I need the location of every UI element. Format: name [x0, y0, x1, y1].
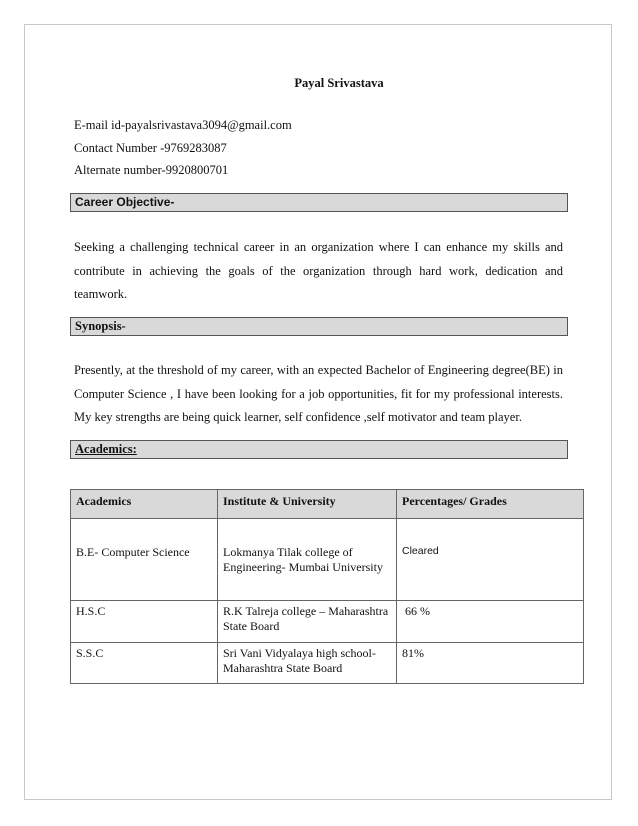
cell-institute: R.K Talreja college – Maharashtra State Board	[218, 601, 397, 643]
column-header-academics: Academics	[71, 490, 218, 519]
table-row	[71, 519, 584, 601]
cell-grade: Cleared	[397, 519, 584, 601]
academics-heading	[70, 440, 568, 459]
career-objective-heading	[70, 193, 568, 212]
cell-grade: 81%	[397, 643, 584, 684]
academics-table	[70, 489, 584, 684]
cell-course: H.S.C	[71, 601, 218, 643]
synopsis-paragraph	[74, 359, 563, 430]
table-row	[71, 643, 584, 684]
cell-course: S.S.C	[71, 643, 218, 684]
column-header-grades: Percentages/ Grades	[397, 490, 584, 519]
contact-number-line: Contact Number -9769283087	[74, 141, 227, 155]
career-objective-line: contribute in achieving the goals of the organization through hard work, dedication and	[74, 263, 563, 278]
cell-institute: Lokmanya Tilak college of Engineering- Mumbai University	[218, 519, 397, 601]
candidate-name: Payal Srivastava	[294, 76, 384, 90]
synopsis-line: Presently, at the threshold of my career, with an expected Bachelor of Engineering degree(BE) in	[74, 363, 563, 377]
column-header-institute: Institute & University	[218, 490, 397, 519]
career-objective-line: teamwork.	[74, 287, 128, 301]
table-header-row	[71, 490, 584, 519]
synopsis-line: My key strengths are being quick learner, self confidence ,self motivator and team player.	[74, 410, 522, 424]
career-objective-heading-text: Career Objective-	[75, 195, 175, 209]
cell-grade: 66 %	[397, 601, 584, 643]
table-row	[71, 601, 584, 643]
alternate-number-line: Alternate number-9920800701	[74, 163, 229, 177]
cell-course: B.E- Computer Science	[71, 519, 218, 601]
synopsis-line: Computer Science , I have been looking for a job opportunities, fit for my professional interests.	[74, 386, 563, 401]
synopsis-heading	[70, 317, 568, 336]
cell-institute: Sri Vani Vidyalaya high school- Maharashtra State Board	[218, 643, 397, 684]
career-objective-line: Seeking a challenging technical career in an organization where I can enhance my skills and	[74, 240, 563, 254]
email-line: E-mail id-payalsrivastava3094@gmail.com	[74, 118, 292, 132]
career-objective-paragraph	[74, 236, 563, 307]
synopsis-heading-text: Synopsis-	[75, 319, 126, 333]
academics-heading-text: Academics:	[75, 442, 137, 456]
